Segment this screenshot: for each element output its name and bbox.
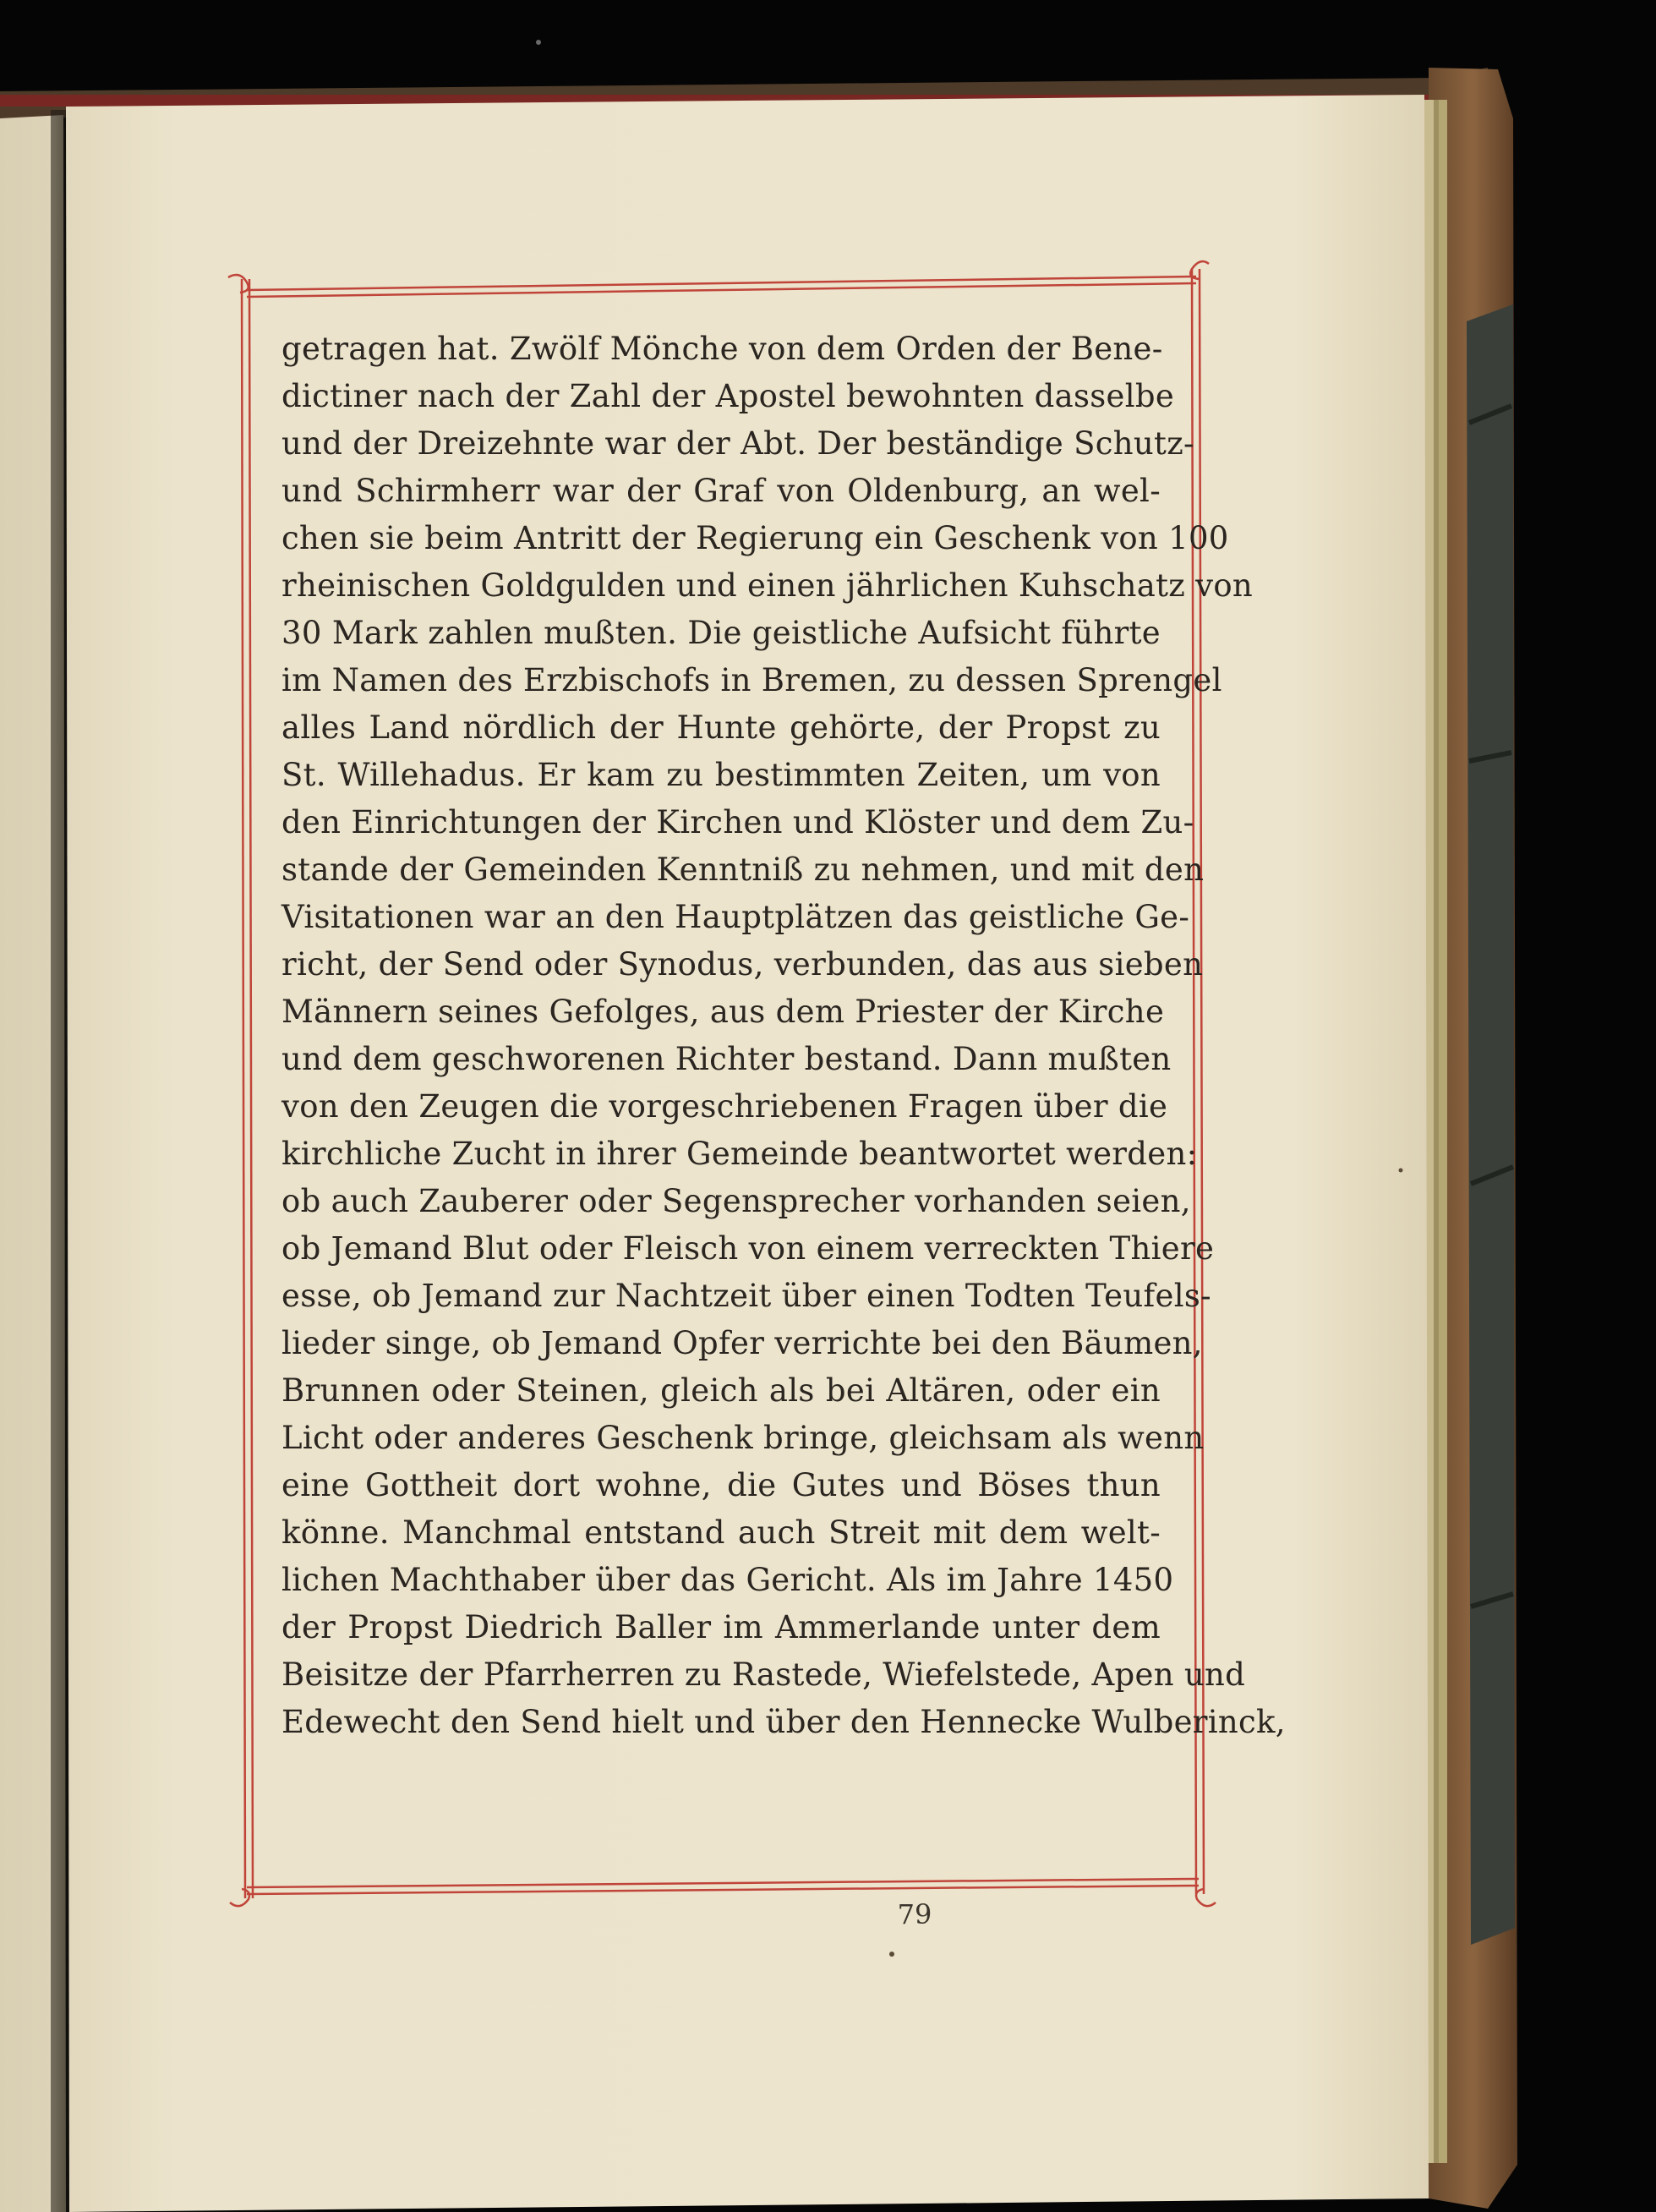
text-line: Licht oder anderes Geschenk bringe, gleichsam als wenn <box>281 1420 1205 1456</box>
text-line: rheinischen Goldgulden und einen jährlichen Kuhschatz von <box>281 567 1254 604</box>
text-line: Männern seines Gefolges, aus dem Priester der Kirche <box>281 994 1165 1030</box>
text-line: ob Jemand Blut oder Fleisch von einem verreckten Thiere <box>281 1230 1215 1267</box>
text-line: richt, der Send oder Synodus, verbunden, das aus sieben <box>281 946 1204 983</box>
text-line: lieder singe, ob Jemand Opfer verrichte bei den Bäumen, <box>281 1325 1203 1361</box>
text-line: Edewecht den Send hielt und über den Hennecke Wulberinck, <box>281 1704 1286 1740</box>
text-line: dictiner nach der Zahl der Apostel bewohnten dasselbe <box>281 378 1175 414</box>
text-line: stande der Gemeinden Kenntniß zu nehmen, und mit den <box>281 851 1205 888</box>
text-line: 30 Mark zahlen mußten. Die geistliche Aufsicht führte <box>281 615 1161 651</box>
text-line: Visitationen war an den Hauptplätzen das geistliche Ge- <box>281 899 1190 935</box>
text-line: könne. Manchmal entstand auch Streit mit dem welt- <box>281 1514 1161 1551</box>
text-line: und der Dreizehnte war der Abt. Der beständige Schutz- <box>281 425 1194 462</box>
text-line: alles Land nördlich der Hunte gehörte, der Propst zu <box>281 709 1161 746</box>
text-line: getragen hat. Zwölf Mönche von dem Orden der Bene- <box>281 331 1163 367</box>
page-number: 79 <box>897 1898 932 1930</box>
text-line: und dem geschworenen Richter bestand. Dann mußten <box>281 1041 1172 1077</box>
text-line: Brunnen oder Steinen, gleich als bei Altären, oder ein <box>281 1372 1161 1409</box>
text-line: chen sie beim Antritt der Regierung ein Geschenk von 100 <box>281 520 1229 556</box>
text-line: Beisitze der Pfarrherren zu Rastede, Wiefelstede, Apen und <box>281 1656 1246 1693</box>
text-line: lichen Machthaber über das Gericht. Als im Jahre 1450 <box>281 1562 1174 1598</box>
page-body-text <box>281 326 1286 1746</box>
text-line: der Propst Diedrich Baller im Ammerlande unter dem <box>281 1609 1161 1645</box>
text-line: von den Zeugen die vorgeschriebenen Fragen über die <box>281 1088 1168 1125</box>
text-line: eine Gottheit dort wohne, die Gutes und Böses thun <box>281 1467 1161 1503</box>
text-line: ob auch Zauberer oder Segensprecher vorhanden seien, <box>281 1183 1191 1219</box>
text-line: kirchliche Zucht in ihrer Gemeinde beantwortet werden: <box>281 1136 1198 1172</box>
text-line: den Einrichtungen der Kirchen und Klöster und dem Zu- <box>281 804 1194 840</box>
text-line: im Namen des Erzbischofs in Bremen, zu dessen Sprengel <box>281 662 1222 698</box>
text-line: St. Willehadus. Er kam zu bestimmten Zeiten, um von <box>281 757 1161 793</box>
text-line: und Schirmherr war der Graf von Oldenburg, an wel- <box>281 473 1161 509</box>
text-line: esse, ob Jemand zur Nachtzeit über einen Todten Teufels- <box>281 1278 1211 1314</box>
